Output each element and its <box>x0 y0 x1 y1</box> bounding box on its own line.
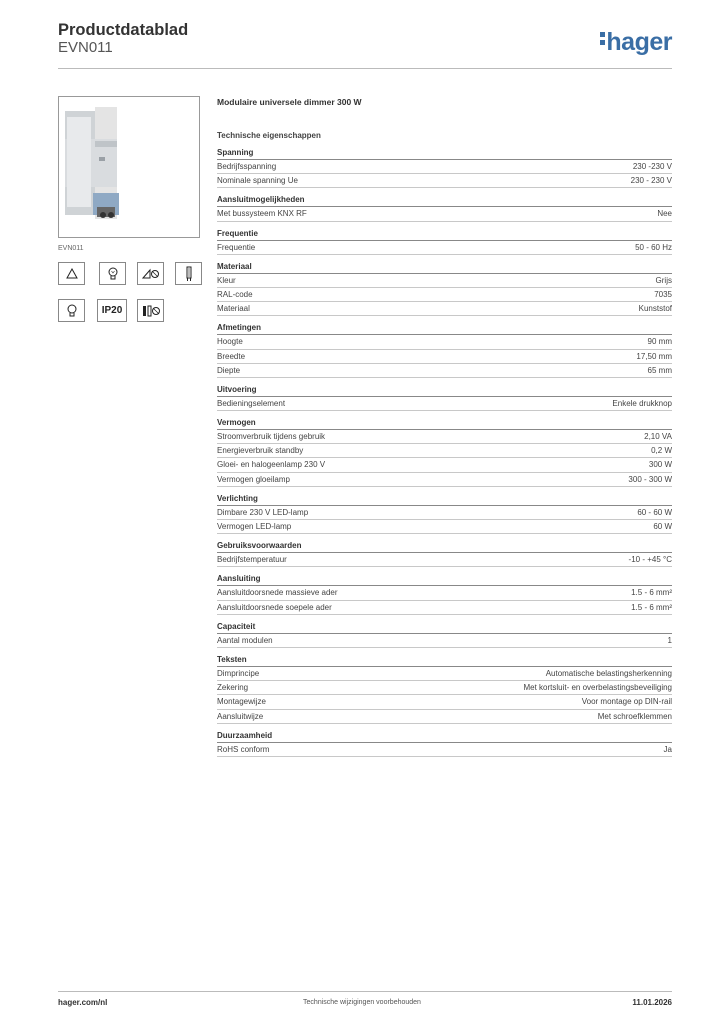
spec-label: Bedrijfstemperatuur <box>217 555 287 565</box>
spec-value: 0,2 W <box>651 446 672 456</box>
device-symbol-icon <box>137 299 164 322</box>
bulb-icon <box>99 262 126 285</box>
section-title: Uitvoering <box>217 385 672 397</box>
section-title: Frequentie <box>217 229 672 241</box>
spec-row <box>217 302 672 316</box>
spec-row <box>217 695 672 709</box>
spec-label: Aansluitdoorsnede massieve ader <box>217 588 338 598</box>
spec-row <box>217 601 672 615</box>
spec-sections <box>217 148 672 757</box>
spec-row <box>217 207 672 221</box>
spec-row <box>217 553 672 567</box>
spec-value: Met kortsluit- en overbelastingsbeveiliging <box>523 683 672 693</box>
spec-label: Montagewijze <box>217 697 266 707</box>
spec-row <box>217 586 672 600</box>
spec-row <box>217 520 672 534</box>
spec-label: Kleur <box>217 275 236 285</box>
spec-row <box>217 274 672 288</box>
spec-label: Met bussysteem KNX RF <box>217 209 307 219</box>
section-title: Vermogen <box>217 418 672 430</box>
spec-row <box>217 430 672 444</box>
spec-row <box>217 444 672 458</box>
spec-row <box>217 174 672 188</box>
spec-value: Voor montage op DIN-rail <box>581 697 672 707</box>
spec-row <box>217 634 672 648</box>
spec-section <box>217 494 672 534</box>
spec-section <box>217 731 672 757</box>
product-heading: Modulaire universele dimmer 300 W <box>217 97 362 107</box>
spec-label: Materiaal <box>217 304 250 314</box>
section-title: Aansluitmogelijkheden <box>217 195 672 207</box>
ip20-badge: IP20 <box>97 299 127 322</box>
spec-value: 65 mm <box>647 365 672 375</box>
spec-value: 230 - 230 V <box>630 176 672 186</box>
header-divider <box>58 68 672 69</box>
spec-value: Automatische belastingsherkenning <box>545 668 672 678</box>
spec-section <box>217 195 672 221</box>
spec-value: Met schroefklemmen <box>597 711 672 721</box>
logo-dots-icon <box>600 29 605 48</box>
spec-label: Diepte <box>217 365 241 375</box>
spec-section <box>217 622 672 648</box>
footer-disclaimer: Technische wijzigingen voorbehouden <box>303 999 421 1006</box>
spec-value: 7035 <box>654 289 672 299</box>
logo-text: hager <box>606 28 672 56</box>
spec-subheading: Technische eigenschappen <box>217 131 321 140</box>
spec-value: -10 - +45 °C <box>628 555 672 565</box>
spec-value: 300 - 300 W <box>628 474 672 484</box>
dimmer-symbol-icon <box>137 262 164 285</box>
spec-section <box>217 385 672 411</box>
spec-label: Vermogen gloeilamp <box>217 474 290 484</box>
spec-row <box>217 667 672 681</box>
spec-section <box>217 541 672 567</box>
spec-value: Kunststof <box>638 304 672 314</box>
section-title: Capaciteit <box>217 622 672 634</box>
spec-row <box>217 160 672 174</box>
product-code: EVN011 <box>58 39 113 56</box>
spec-value: 230 -230 V <box>632 162 672 171</box>
section-title: Gebruiksvoorwaarden <box>217 541 672 553</box>
spec-label: Energieverbruik standby <box>217 446 304 456</box>
spec-value: Ja <box>663 744 672 754</box>
spec-section <box>217 262 672 317</box>
spec-label: Nominale spanning Ue <box>217 176 298 186</box>
spec-value: Grijs <box>655 275 672 285</box>
spec-row <box>217 241 672 255</box>
spec-label: Dimprincipe <box>217 668 260 678</box>
spec-row <box>217 350 672 364</box>
product-image-caption: EVN011 <box>58 245 84 252</box>
spec-label: Bedieningselement <box>217 398 286 408</box>
spec-label: Breedte <box>217 351 246 361</box>
hager-logo <box>600 28 672 57</box>
spec-label: Stroomverbruik tijdens gebruik <box>217 432 326 442</box>
spec-value: 2,10 VA <box>644 432 672 442</box>
spec-label: Aansluitwijze <box>217 711 264 721</box>
spec-label: RAL-code <box>217 289 253 299</box>
spec-row <box>217 506 672 520</box>
spec-row <box>217 364 672 378</box>
lamp-icon <box>58 299 85 322</box>
spec-section <box>217 323 672 378</box>
spec-value: 50 - 60 Hz <box>635 242 672 252</box>
spec-row <box>217 335 672 349</box>
spec-value: 1.5 - 6 mm² <box>631 588 672 598</box>
section-title: Duurzaamheid <box>217 731 672 743</box>
spec-value: Nee <box>657 209 672 219</box>
spec-label: Dimbare 230 V LED-lamp <box>217 507 309 517</box>
section-title: Materiaal <box>217 262 672 274</box>
spec-label: Gloei- en halogeenlamp 230 V <box>217 460 326 470</box>
bell-icon <box>58 262 85 285</box>
footer-date: 11.01.2026 <box>632 998 672 1007</box>
spec-value: 1.5 - 6 mm² <box>631 602 672 612</box>
spec-row <box>217 710 672 724</box>
section-title: Teksten <box>217 655 672 667</box>
section-title: Afmetingen <box>217 323 672 335</box>
spec-row <box>217 458 672 472</box>
spec-row <box>217 473 672 487</box>
spec-label: Frequentie <box>217 242 256 252</box>
page-title: Productdatablad <box>58 21 189 39</box>
spec-value: 60 W <box>653 522 672 531</box>
product-image <box>58 96 200 238</box>
spec-row <box>217 681 672 695</box>
spec-section <box>217 148 672 188</box>
section-title: Verlichting <box>217 494 672 506</box>
spec-value: 17,50 mm <box>636 351 672 361</box>
footer-divider <box>58 991 672 992</box>
spec-row <box>217 288 672 302</box>
section-title: Aansluiting <box>217 574 672 586</box>
spec-row <box>217 743 672 757</box>
spec-value: 1 <box>667 635 672 645</box>
spec-section <box>217 418 672 487</box>
spec-label: Vermogen LED-lamp <box>217 522 292 531</box>
spec-section <box>217 574 672 614</box>
spec-label: Bedrijfsspanning <box>217 162 277 171</box>
spec-label: Zekering <box>217 683 249 693</box>
spec-panel <box>217 97 672 757</box>
spec-label: Aantal modulen <box>217 635 273 645</box>
spec-label: Aansluitdoorsnede soepele ader <box>217 602 332 612</box>
fluorescent-tube-icon <box>175 262 202 285</box>
footer-website: hager.com/nl <box>58 998 108 1007</box>
spec-row <box>217 397 672 411</box>
spec-value: 300 W <box>648 460 672 470</box>
spec-section <box>217 655 672 724</box>
spec-section <box>217 229 672 255</box>
spec-label: RoHS conform <box>217 744 270 754</box>
spec-value: 60 - 60 W <box>637 507 672 517</box>
spec-value: Enkele drukknop <box>612 398 672 408</box>
section-title: Spanning <box>217 148 672 160</box>
spec-label: Hoogte <box>217 337 243 347</box>
spec-value: 90 mm <box>647 337 672 347</box>
